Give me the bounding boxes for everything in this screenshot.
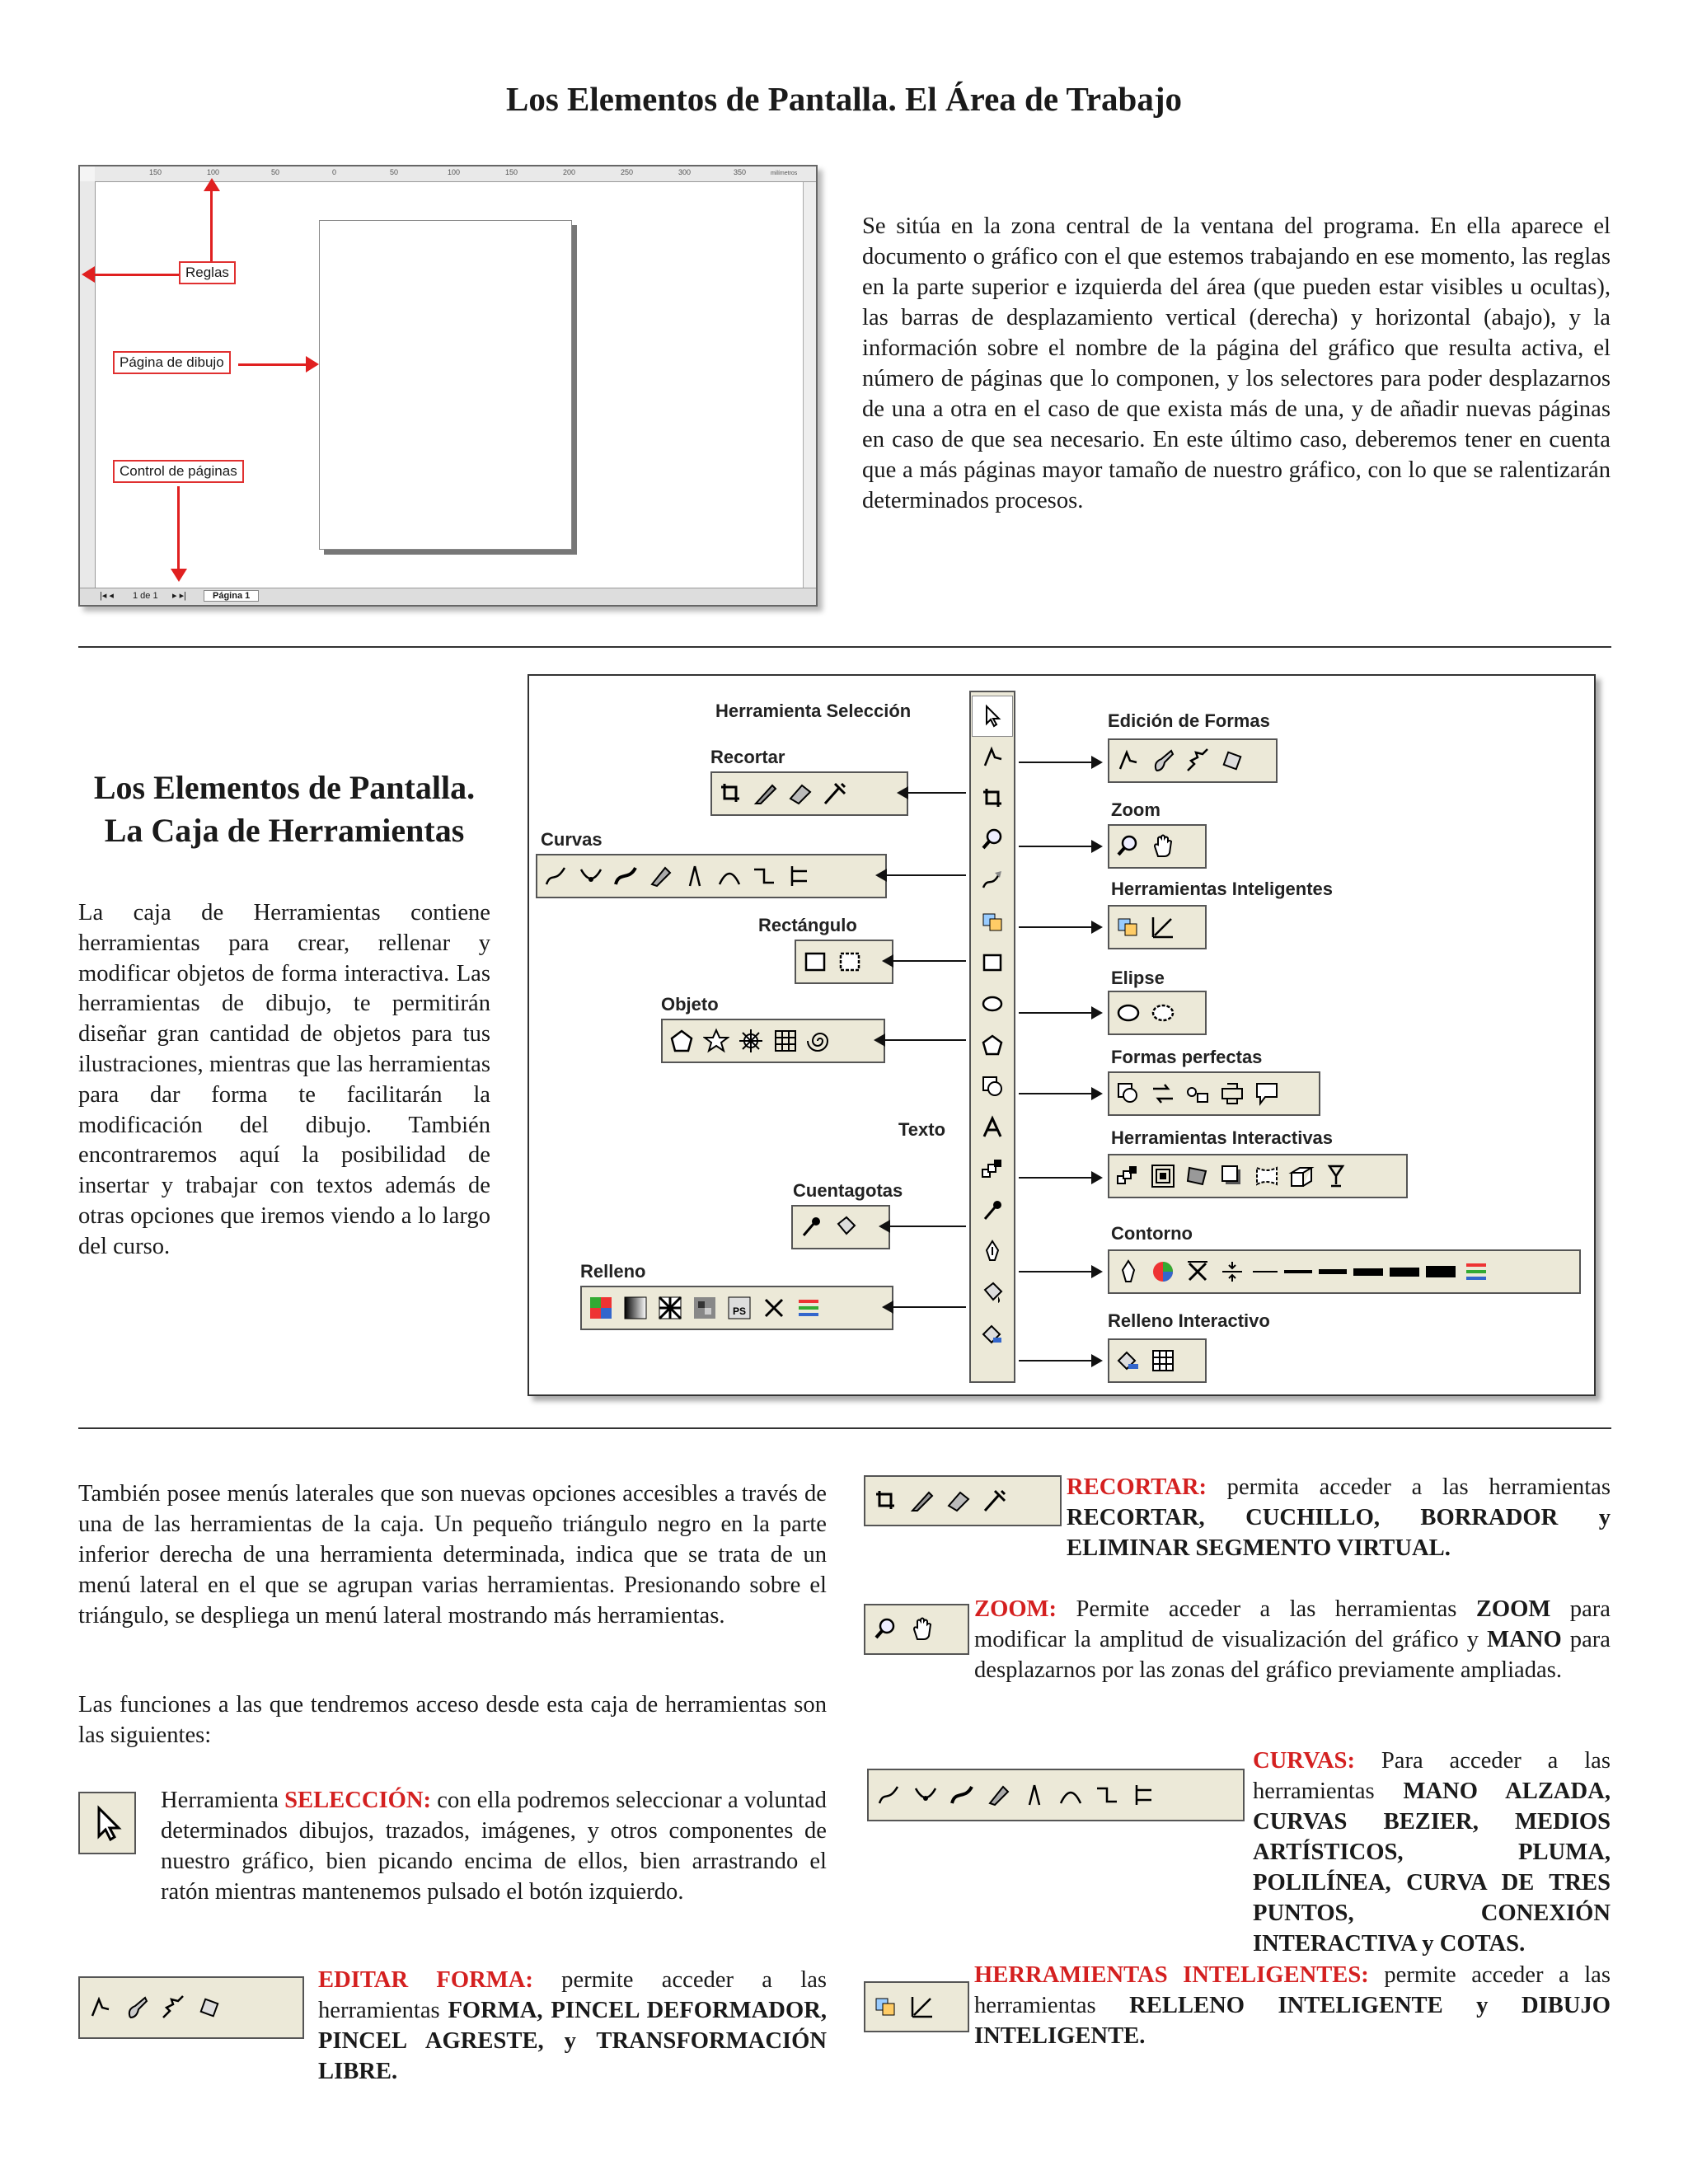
ruler-tick: 150 [149, 168, 162, 176]
label-perfect-shapes: Formas perfectas [1111, 1047, 1263, 1067]
first-page-icon[interactable]: |◂ ◂ [100, 591, 114, 601]
outline-width-3-icon[interactable] [1319, 1269, 1347, 1274]
three-point-ellipse-icon[interactable] [1149, 999, 1177, 1027]
gradient-fill-icon[interactable] [621, 1294, 649, 1322]
envelope-icon[interactable] [1253, 1162, 1281, 1190]
blend-icon [980, 1156, 1005, 1181]
arrow-interactive-tools [1019, 1177, 1101, 1179]
workspace-screenshot [78, 165, 818, 607]
freehand-icon[interactable] [542, 862, 570, 890]
three-point-rectangle-icon[interactable] [836, 948, 864, 976]
extrude-icon[interactable] [1287, 1162, 1315, 1190]
ruler-tick: 100 [448, 168, 461, 176]
label-object: Objeto [661, 994, 719, 1015]
texture-fill-icon[interactable] [691, 1294, 719, 1322]
no-outline-icon[interactable] [1184, 1258, 1212, 1286]
rectangle-icon [980, 950, 1005, 975]
polygon-tool[interactable] [971, 1025, 1014, 1065]
rectangle-icon[interactable] [801, 948, 829, 976]
smart-fill-icon[interactable] [1114, 913, 1142, 941]
arrow-eyedropper [880, 1226, 966, 1227]
eyedropper-flyout [791, 1205, 890, 1249]
transparency-icon[interactable] [1322, 1162, 1350, 1190]
crop-tool[interactable] [971, 778, 1014, 818]
ellipse-tool[interactable] [971, 984, 1014, 1024]
eraser-icon[interactable] [786, 780, 814, 808]
callout-arrow-down-icon [171, 565, 187, 582]
page-title: Los Elementos de Pantalla. El Área de Trabajo [506, 80, 1182, 118]
delete-segment-icon [981, 1487, 1009, 1515]
free-transform-icon [195, 1994, 223, 2022]
toolbox-diagram [528, 674, 1596, 1396]
toolbox-heading: Los Elementos de Pantalla. La Caja de Herramientas [93, 769, 476, 849]
smart-tools-flyout [1108, 905, 1207, 949]
outline-tool[interactable] [971, 1231, 1014, 1271]
callout-line [177, 486, 180, 569]
zoom-description: ZOOM: Permite acceder a las herramientas ZOOM para modificar la amplitud de visualización del gráfico y MANO para desplazarnos por las zonas del gráfico previamente ampliadas. [974, 1596, 1611, 1683]
toolbox-description: La caja de Herramientas contiene herramientas para crear, rellenar y modificar objetos de forma interactiva. Las herramientas de dibujo, te permitirán diseñar gran cantidad de objetos para tus ilustraciones, mientras que las herramientas para dar forma te facilitarán la modificación del dibujo. También encontraremos aquí la posibilidad de insertar y trabajar con textos además de otras opciones que iremos viendo a lo largo del curso. [78, 900, 490, 1259]
selection-tool[interactable] [972, 696, 1013, 737]
artistic-media-icon[interactable] [612, 862, 640, 890]
interactive-fill-icon [980, 1321, 1005, 1346]
postscript-fill-icon[interactable] [725, 1294, 753, 1322]
outline-width-4-icon[interactable] [1353, 1268, 1383, 1276]
roughen-brush-icon [159, 1994, 187, 2022]
arrow-curves [877, 874, 966, 876]
arrow-fill [884, 1306, 966, 1308]
smart-fill-tool[interactable] [971, 902, 1014, 941]
shape-icon[interactable] [1114, 747, 1142, 775]
callout-line [88, 274, 179, 276]
outline-width-6-icon[interactable] [1426, 1266, 1456, 1277]
vertical-scrollbar[interactable] [803, 182, 816, 588]
object-flyout [661, 1019, 885, 1063]
eyedropper-icon[interactable] [798, 1213, 826, 1241]
eyedropper-icon [980, 1197, 1005, 1222]
polygon-icon[interactable] [668, 1027, 696, 1055]
label-shape-edit: Edición de Formas [1108, 710, 1270, 731]
arrow-object [875, 1039, 966, 1041]
vertical-ruler [80, 181, 96, 588]
divider [78, 646, 1611, 648]
paint-bucket-icon[interactable] [832, 1213, 860, 1241]
drawing-page[interactable] [319, 220, 572, 550]
interactive-blend-tool[interactable] [971, 1149, 1014, 1188]
smart-tools-image [864, 1981, 969, 2032]
label-pages-control: Control de páginas [113, 460, 244, 483]
hairline-icon[interactable] [1218, 1258, 1246, 1286]
divider [78, 1427, 1611, 1429]
arrow-smart-tools [1019, 926, 1101, 928]
fill-flyout [580, 1286, 893, 1330]
label-selection: Herramienta Selección [715, 701, 912, 721]
polygon-icon [980, 1033, 1005, 1057]
interactive-fill-tool[interactable] [971, 1314, 1014, 1353]
crop-image [864, 1475, 1062, 1526]
label-crop: Recortar [710, 747, 785, 767]
label-smart-tools: Herramientas Inteligentes [1111, 879, 1333, 899]
smart-tools-description: HERRAMIENTAS INTELIGENTES: permite acceder a las herramientas RELLENO INTELIGENTE y DIBUJO INTELIGENTE. [974, 1962, 1611, 2049]
label-eyedropper: Cuentagotas [793, 1180, 903, 1201]
curves-description: CURVAS: Para acceder a las herramientas MANO ALZADA, CURVAS BEZIER, MEDIOS ARTÍSTICOS, PLUMA, POLILÍNEA, CURVA DE TRES PUNTOS, CONEXIÓN INTERACTIVA y COTAS. [1253, 1748, 1611, 1957]
label-drawing-page: Página de dibujo [113, 351, 231, 374]
ruler-tick: 150 [505, 168, 518, 176]
ruler-tick: 50 [390, 168, 399, 176]
text-a-icon [980, 1115, 1005, 1140]
crop-icon [872, 1487, 900, 1515]
callout-line [210, 183, 213, 265]
interactive-connector-icon[interactable] [750, 862, 778, 890]
outline-width-1-icon[interactable] [1253, 1271, 1278, 1272]
spiral-icon[interactable] [806, 1027, 834, 1055]
pen-icon[interactable] [646, 862, 674, 890]
outline-color-icon[interactable] [1149, 1258, 1177, 1286]
knife-icon[interactable] [752, 780, 780, 808]
label-interactive-fill: Relleno Interactivo [1108, 1310, 1270, 1331]
shape-tool[interactable] [971, 737, 1014, 776]
pattern-fill-icon[interactable] [656, 1294, 684, 1322]
smudge-brush-icon[interactable] [1149, 747, 1177, 775]
pointer-icon [980, 704, 1005, 729]
arrow-crop [898, 792, 966, 794]
text-tool[interactable] [971, 1108, 1014, 1147]
shape-icon [87, 1994, 115, 2022]
zoom-tool[interactable] [971, 819, 1014, 859]
arrow-shapes-icon[interactable] [1149, 1080, 1177, 1108]
complex-star-icon[interactable] [737, 1027, 765, 1055]
magnifier-icon[interactable] [1114, 832, 1142, 860]
workspace-description: Se sitúa en la zona central de la ventana del programa. En ella aparece el documento o gráfico con el que estemos trabajando en ese momento, las reglas en la parte superior e izquierda del área (que pueden estar visibles u ocultas), las barras de desplazamiento vertical (derecha) y horizontal (abajo), y la información sobre el nombre de la página del gráfico que resulta activa, el número de páginas que lo componen, y los selectores para poder desplazarnos de una a otra en el caso de que exista más de una, y de añadir nuevas páginas en caso de que sea necesario. En este último caso, deberemos tener en cuenta que a más páginas mayor tamaño de nuestro gráfico, con lo que se ralentizarán determinados procesos. [862, 213, 1611, 513]
color-fill-icon[interactable] [587, 1294, 615, 1322]
knife-icon [908, 1487, 936, 1515]
label-outline: Contorno [1111, 1223, 1193, 1244]
fill-tool[interactable] [971, 1272, 1014, 1312]
callout-arrow-right-icon [302, 356, 319, 373]
functions-intro: Las funciones a las que tendremos acceso desde esta caja de herramientas son las siguientes: [78, 1692, 827, 1748]
contour-icon[interactable] [1149, 1162, 1177, 1190]
flyout-paragraph: También posee menús laterales que son nuevas opciones accesibles a través de una de las herramientas de la caja. Un pequeño triángulo negro en la parte inferior derecha de una herramienta determinada, indica que se trata de un menú lateral en el que se agrupan varias herramientas. Presionando sobre el triángulo, se despliega un menú lateral mostrando más herramientas. [78, 1481, 827, 1629]
smart-drawing-icon[interactable] [1149, 913, 1177, 941]
paint-bucket-icon [980, 1280, 1005, 1305]
rectangle-flyout [795, 940, 893, 984]
callout-line [238, 363, 306, 366]
ellipse-icon [980, 991, 1005, 1016]
color-docker-icon[interactable] [1462, 1258, 1490, 1286]
hand-icon[interactable] [1149, 832, 1177, 860]
interactive-tools-flyout [1108, 1154, 1408, 1198]
mesh-fill-icon[interactable] [1149, 1347, 1177, 1375]
crop-icon[interactable] [717, 780, 745, 808]
outline-width-2-icon[interactable] [1284, 1270, 1312, 1273]
star-icon[interactable] [702, 1027, 730, 1055]
selection-description: Herramienta SELECCIÓN: con ella podremos seleccionar a voluntad determinados dibujos, trazados, imágenes, y otros componentes de nuestro gráfico, bien picando encima de ellos, bien arrastrando el ratón mientras mantenemos pulsado el botón izquierdo. [161, 1788, 827, 1905]
smart-drawing-icon [908, 1993, 936, 2021]
arrow-zoom [1019, 846, 1101, 847]
callout-arrow-left-icon [82, 266, 98, 283]
label-interactive-tools: Herramientas Interactivas [1111, 1127, 1334, 1148]
arrow-outline [1019, 1271, 1101, 1272]
three-point-curve-icon[interactable] [715, 862, 743, 890]
crop-flyout [710, 771, 908, 816]
rectangle-tool[interactable] [971, 943, 1014, 982]
outline-flyout [1108, 1249, 1581, 1294]
page-tab[interactable]: Página 1 [204, 590, 259, 602]
svg-text:PS: PS [733, 1305, 747, 1317]
callout-arrow-up-icon [204, 178, 220, 194]
smart-fill-icon [980, 909, 1005, 934]
distort-icon[interactable] [1184, 1162, 1212, 1190]
dimension-icon[interactable] [785, 862, 813, 890]
roughen-brush-icon[interactable] [1184, 747, 1212, 775]
free-transform-icon[interactable] [1218, 747, 1246, 775]
delete-segment-icon[interactable] [821, 780, 849, 808]
eyedropper-tool[interactable] [971, 1190, 1014, 1230]
ellipse-icon[interactable] [1114, 999, 1142, 1027]
page-counter: 1 de 1 [133, 591, 158, 601]
basic-shapes-icon[interactable] [1114, 1080, 1142, 1108]
arrow-rectangle [884, 960, 966, 962]
ruler-tick: 0 [332, 168, 337, 176]
crop-description: RECORTAR: permita acceder a las herramientas RECORTAR, CUCHILLO, BORRADOR y ELIMINAR SEGMENTO VIRTUAL. [1067, 1474, 1611, 1561]
vertical-toolbox [969, 691, 1015, 1383]
crop-icon [980, 785, 1005, 810]
ruler-tick: 250 [621, 168, 634, 176]
banner-shapes-icon[interactable] [1218, 1080, 1246, 1108]
smudge-brush-icon [123, 1994, 151, 2022]
freehand-icon [980, 868, 1005, 893]
blend-icon[interactable] [1114, 1162, 1142, 1190]
pen-nib-icon [980, 1239, 1005, 1263]
ruler-unit: milímetros [771, 171, 798, 176]
graph-paper-icon[interactable] [771, 1027, 799, 1055]
label-ellipse: Elipse [1111, 968, 1165, 988]
arrow-shape-edit [1019, 762, 1101, 763]
color-docker-icon[interactable] [795, 1294, 823, 1322]
next-page-icon[interactable]: ▸ ▸| [172, 591, 186, 601]
eraser-icon [945, 1487, 973, 1515]
ruler-tick: 50 [271, 168, 280, 176]
ellipse-flyout [1108, 991, 1207, 1035]
ruler-tick: 300 [678, 168, 692, 176]
shape-edit-description: EDITAR FORMA: permite acceder a las herramientas FORMA, PINCEL DEFORMADOR, PINCEL AGRESTE, y TRANSFORMACIÓN LIBRE. [318, 1967, 828, 2084]
polyline-icon[interactable] [681, 862, 709, 890]
interactive-fill-flyout [1108, 1338, 1207, 1383]
shape-edit-flyout [1108, 738, 1278, 783]
interactive-fill-icon[interactable] [1114, 1347, 1142, 1375]
curves-flyout [536, 854, 887, 898]
smart-fill-icon [872, 1993, 900, 2021]
flowchart-shapes-icon[interactable] [1184, 1080, 1212, 1108]
callout-shapes-icon[interactable] [1253, 1080, 1281, 1108]
label-text: Texto [898, 1119, 946, 1140]
basic-shapes-icon [980, 1074, 1005, 1099]
ruler-tick: 200 [563, 168, 576, 176]
no-fill-icon[interactable] [760, 1294, 788, 1322]
label-fill: Relleno [580, 1261, 646, 1282]
perfect-shapes-flyout [1108, 1071, 1320, 1116]
arrow-interactive-fill [1019, 1360, 1101, 1361]
ruler-tick: 350 [734, 168, 747, 176]
ruler-tick: 100 [207, 168, 220, 176]
bezier-icon[interactable] [577, 862, 605, 890]
magnifier-icon [980, 827, 1005, 851]
page-navigator-bar [80, 588, 816, 605]
shape-edit-image [78, 1976, 304, 2039]
shape-edit-icon [980, 744, 1005, 769]
drop-shadow-icon[interactable] [1218, 1162, 1246, 1190]
arrow-perfect-shapes [1019, 1093, 1101, 1094]
label-zoom: Zoom [1111, 799, 1160, 820]
outline-width-5-icon[interactable] [1390, 1268, 1419, 1277]
pen-nib-icon[interactable] [1114, 1258, 1142, 1286]
basic-shapes-tool[interactable] [971, 1066, 1014, 1106]
freehand-tool[interactable] [971, 860, 1014, 900]
label-rectangle: Rectángulo [758, 915, 857, 935]
zoom-flyout [1108, 824, 1207, 869]
label-curves: Curvas [541, 829, 603, 850]
arrow-ellipse [1019, 1012, 1101, 1014]
label-rulers: Reglas [179, 261, 236, 284]
